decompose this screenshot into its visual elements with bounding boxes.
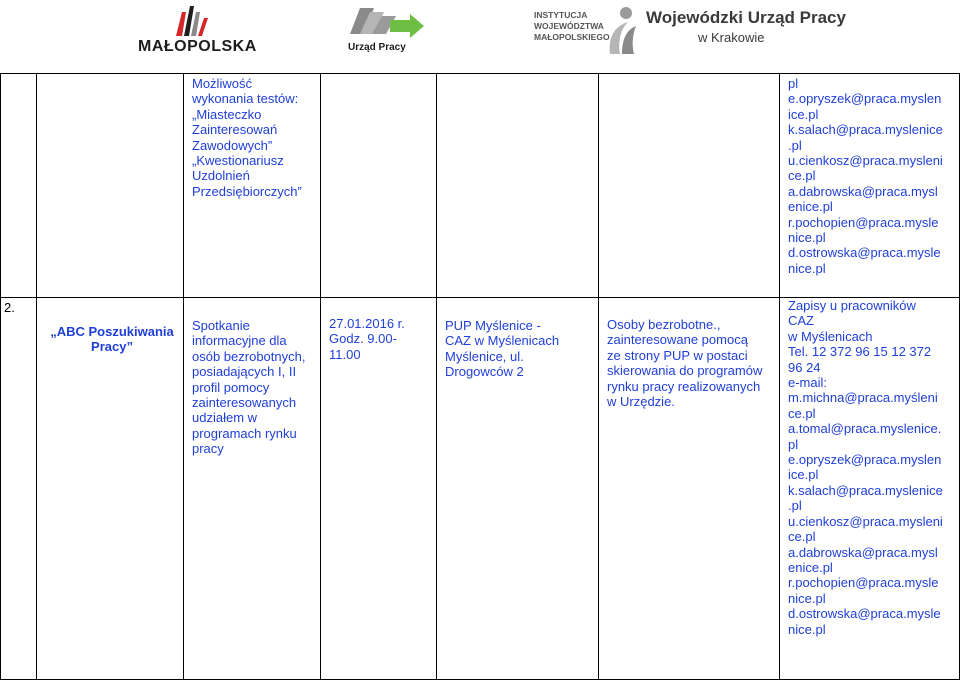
event-contact-cell-line: 96 24 — [788, 359, 821, 375]
urzad-pracy-logo-text: Urząd Pracy — [348, 42, 406, 53]
event-contact-cell-line: Zapisy u pracowników — [788, 298, 916, 313]
event-date-cell — [321, 298, 437, 680]
event-date-cell-line: 11.00 — [329, 346, 361, 362]
event-date-cell — [321, 74, 437, 298]
event-target-cell — [599, 74, 780, 298]
event-contact-cell-line[interactable]: r.pochopien@praca.mysle — [788, 214, 939, 230]
event-description-cell — [184, 74, 321, 298]
event-contact-cell-line[interactable]: e.opryszek@praca.myslen — [788, 452, 942, 468]
instytucja-line-1: INSTYTUCJA — [534, 10, 588, 20]
event-contact-cell-line[interactable]: pl — [788, 436, 799, 452]
event-title-cell — [37, 74, 184, 298]
event-target-cell-line: rynku pracy realizowanych — [607, 378, 761, 394]
urzad-pracy-emblem-icon — [346, 4, 430, 44]
event-contact-cell-line[interactable]: nice.pl — [788, 260, 826, 276]
event-description-cell-line: Przedsiębiorczych” — [192, 183, 302, 199]
row-number — [1, 74, 36, 76]
urzad-pracy-logo — [346, 4, 430, 56]
event-contact-cell-line[interactable]: ice.pl — [788, 106, 819, 122]
event-description-cell-line: posiadających I, II — [192, 364, 297, 380]
event-contact-cell-line[interactable]: d.ostrowska@praca.mysle — [788, 245, 941, 261]
event-target-cell-line: ze strony PUP w postaci — [607, 347, 748, 363]
event-contact-cell-line[interactable]: .pl — [788, 498, 802, 514]
event-contact-cell-line[interactable]: r.pochopien@praca.mysle — [788, 575, 939, 591]
event-contact-cell-line[interactable]: k.salach@praca.myslenice — [788, 122, 943, 138]
malopolska-logo-text: MAŁOPOLSKA — [138, 38, 257, 55]
event-contact-cell-line: w Myślenicach — [788, 328, 873, 344]
malopolska-emblem-icon — [138, 4, 244, 40]
event-contact-cell-line[interactable]: a.tomal@praca.myslenice. — [788, 421, 942, 437]
event-description-cell-line: profil pomocy — [192, 379, 270, 395]
event-contact-cell-line[interactable]: e.opryszek@praca.myslen — [788, 91, 942, 107]
event-contact-cell-line[interactable]: k.salach@praca.myslenice — [788, 482, 943, 498]
event-contact-cell-line[interactable]: ice.pl — [788, 467, 819, 483]
event-description-cell-line: Spotkanie — [192, 318, 250, 333]
wup-title: Wojewódzki Urząd Pracy — [646, 8, 846, 27]
row-number-cell — [1, 74, 37, 298]
event-description-cell-line: pracy — [192, 441, 224, 457]
instytucja-line-2: WOJEWÓDZTWA — [534, 21, 604, 31]
event-contact-cell-line[interactable]: enice.pl — [788, 559, 833, 575]
event-contact-cell-line[interactable]: a.dabrowska@praca.mysl — [788, 544, 938, 560]
event-description-cell-line: Zainteresowań — [192, 122, 278, 138]
event-description-cell-line: udziałem w — [192, 410, 258, 426]
event-contact-cell — [780, 298, 960, 680]
event-place-cell — [437, 298, 599, 680]
row-number: 2. — [4, 300, 15, 315]
event-contact-cell-line[interactable]: nice.pl — [788, 230, 826, 246]
event-contact-cell-line[interactable]: pl — [788, 76, 799, 91]
event-title-cell-line: „ABC Poszukiwania — [50, 324, 174, 339]
event-place-cell-line: Myślenice, ul. — [445, 348, 524, 364]
event-description-cell-line: informacyjne dla — [192, 333, 287, 349]
event-description-cell-line: programach rynku — [192, 425, 297, 441]
event-place-cell-line: CAZ w Myślenicach — [445, 333, 560, 349]
row-number-cell — [1, 298, 37, 680]
instytucja-block — [534, 10, 614, 50]
event-target-cell-line: skierowania do programów — [607, 363, 763, 379]
event-description-cell-line: Możliwość — [192, 76, 252, 91]
event-target-cell-line: w Urzędzie. — [607, 394, 675, 410]
wup-emblem-icon — [606, 4, 642, 56]
header-logos — [0, 0, 960, 72]
malopolska-logo — [138, 4, 257, 56]
event-contact-cell-line[interactable]: d.ostrowska@praca.mysle — [788, 606, 941, 622]
event-description-cell-line: „Miasteczko — [192, 106, 262, 122]
event-target-cell-line: Osoby bezrobotne., — [607, 317, 721, 332]
event-contact-cell-line[interactable]: u.cienkosz@praca.mysleni — [788, 153, 943, 169]
event-description-cell-line: zainteresowanych — [192, 395, 297, 411]
wup-subtitle: w Krakowie — [698, 30, 765, 45]
event-contact-cell-line[interactable]: a.dabrowska@praca.mysl — [788, 183, 938, 199]
table-row — [1, 74, 960, 298]
event-description-cell-line: wykonania testów: — [192, 91, 299, 107]
event-date-cell-line: 27.01.2016 r. — [329, 316, 405, 331]
event-description-cell-line: osób bezrobotnych, — [192, 348, 306, 364]
event-description-cell-line: „Kwestionariusz — [192, 153, 284, 169]
event-title-cell — [37, 298, 184, 680]
event-contact-cell-line[interactable]: ce.pl — [788, 405, 816, 421]
event-contact-cell-line[interactable]: enice.pl — [788, 199, 833, 215]
event-date-cell-line: Godz. 9.00- — [329, 331, 397, 347]
event-contact-cell-line: Tel. 12 372 96 15 12 372 — [788, 344, 932, 360]
table-body — [1, 74, 960, 680]
event-contact-cell — [780, 74, 960, 298]
event-description-cell-line: Uzdolnień — [192, 168, 250, 184]
event-contact-cell-line[interactable]: nice.pl — [788, 621, 826, 637]
event-contact-cell-line[interactable]: ce.pl — [788, 168, 816, 184]
event-contact-cell-line[interactable]: m.michna@praca.myśleni — [788, 390, 938, 406]
event-place-cell-line: PUP Myślenice - — [445, 318, 541, 333]
event-contact-cell-line[interactable]: nice.pl — [788, 590, 826, 606]
event-contact-cell-line[interactable]: u.cienkosz@praca.mysleni — [788, 513, 943, 529]
event-contact-cell-line: e-mail: — [788, 375, 828, 391]
event-contact-cell-line[interactable]: ce.pl — [788, 529, 816, 545]
event-place-cell-line: Drogowców 2 — [445, 364, 524, 380]
events-table — [0, 73, 960, 680]
event-target-cell-line: zainteresowane pomocą — [607, 332, 748, 348]
event-contact-cell-line[interactable]: .pl — [788, 137, 802, 153]
event-place-cell — [437, 74, 599, 298]
table-row — [1, 298, 960, 680]
event-description-cell — [184, 298, 321, 680]
event-title-cell-line: Pracy” — [91, 339, 133, 355]
event-contact-cell-line: CAZ — [788, 313, 814, 329]
event-description-cell-line: Zawodowych” — [192, 137, 273, 153]
event-target-cell — [599, 298, 780, 680]
wup-logo — [606, 4, 866, 56]
instytucja-line-3: MAŁOPOLSKIEGO — [534, 32, 610, 42]
